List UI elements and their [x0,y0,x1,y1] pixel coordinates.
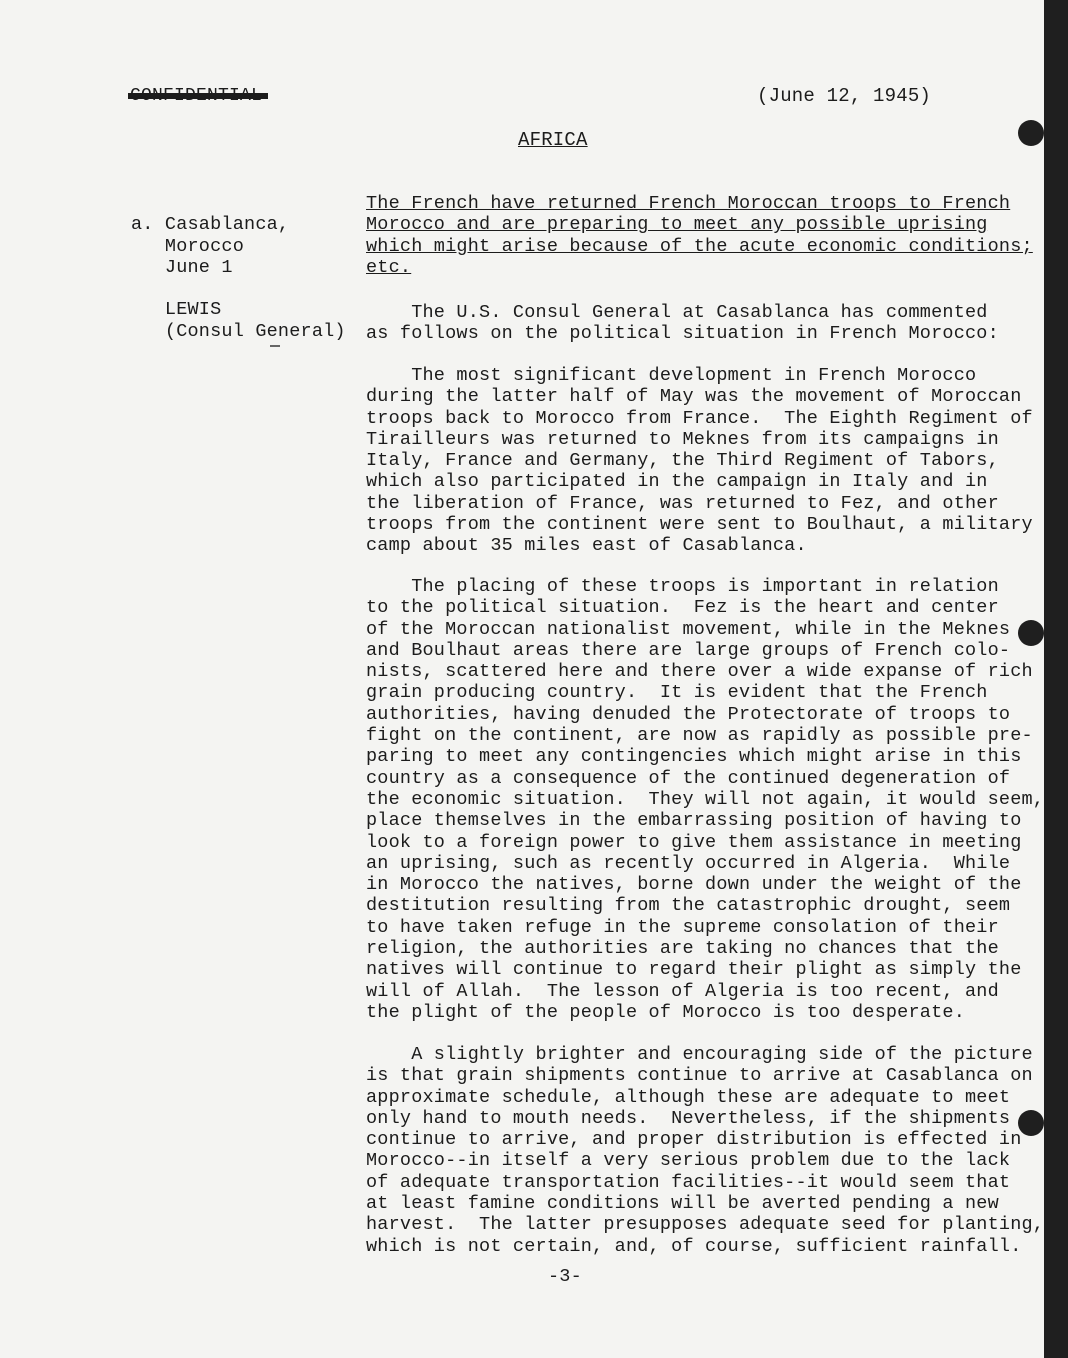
body-paragraph-3: A slightly brighter and encouraging side of the picture is that grain shipments continue to arrive at Casablanca on approximate schedule, although these are adequate to meet only hand to mouth needs. Nevertheless, if the shipments continue to arrive, and proper distribution is effected in Morocco--in itself a very serious problem due to the lack of adequate transportation facilities--it would seem that at least famine conditions will be averted pending a new harvest. The latter presupposes adequate seed for planting, which is not certain, and, of course, sufficient rainfall. [366,1044,1045,1257]
margin-mark [270,345,280,347]
origin-line: Morocco [131,235,245,257]
origin-line: LEWIS [131,299,222,321]
intro-paragraph: The U.S. Consul General at Casablanca has commented as follows on the political situation in French Morocco: [366,302,999,345]
document-date: (June 12, 1945) [757,85,932,107]
body-paragraph-1: The most significant development in French Morocco during the latter half of May was the movement of Moroccan troops back to Morocco from France. The Eighth Regiment of Tirailleurs was returned to Meknes from its campaigns in Italy, France and Germany, the Third Regiment of Tabors, which also participated in the campaign in Italy and in the liberation of France, was returned to Fez, and other troops from the continent were sent to Boulhaut, a military camp about 35 miles east of Casablanca. [366,365,1033,557]
section-title: AFRICA [518,129,588,151]
summary-line: The French have returned French Moroccan troops to French [366,193,1011,214]
dispatch-summary [366,193,1033,278]
page-number: -3- [548,1266,582,1287]
dispatch-origin [131,193,346,342]
body-paragraph-2: The placing of these troops is important in relation to the political situation. Fez is the heart and center of the Moroccan nationalist movement, while in the Meknes and Boulhaut areas there are large groups of French colo- nists, scattered here and there over a wide expanse of rich grain producing country. It is evident that the French authorities, having denuded the Protectorate of troops to fight on the continent, are now as rapidly as possible pre- paring to meet any contingencies which might arise in this country as a consequence of the continued degeneration of the economic situation. They will not again, it would seem, place themselves in the embarrassing position of having to look to a foreign power to give them assistance in meeting an uprising, such as recently occurred in Algeria. While in Morocco the natives, borne down under the weight of the destitution resulting from the catastrophic drought, seem to have taken refuge in the supreme consolation of their religion, the authorities are taking no chances that the natives will continue to regard their plight as simply the will of Allah. The lesson of Algeria is too recent, and the plight of the people of Morocco is too desperate. [366,576,1045,1023]
summary-line: which might arise because of the acute economic conditions; [366,235,1033,257]
origin-line: June 1 [131,256,233,278]
origin-line: a. Casablanca, [131,214,290,236]
classification-strikeout [128,93,268,99]
punch-hole [1018,120,1044,146]
scan-edge [1044,0,1068,1358]
origin-line: (Consul General) [131,320,346,342]
summary-line: Morocco and are preparing to meet any possible uprising [366,214,988,236]
summary-line: etc. [366,256,412,278]
